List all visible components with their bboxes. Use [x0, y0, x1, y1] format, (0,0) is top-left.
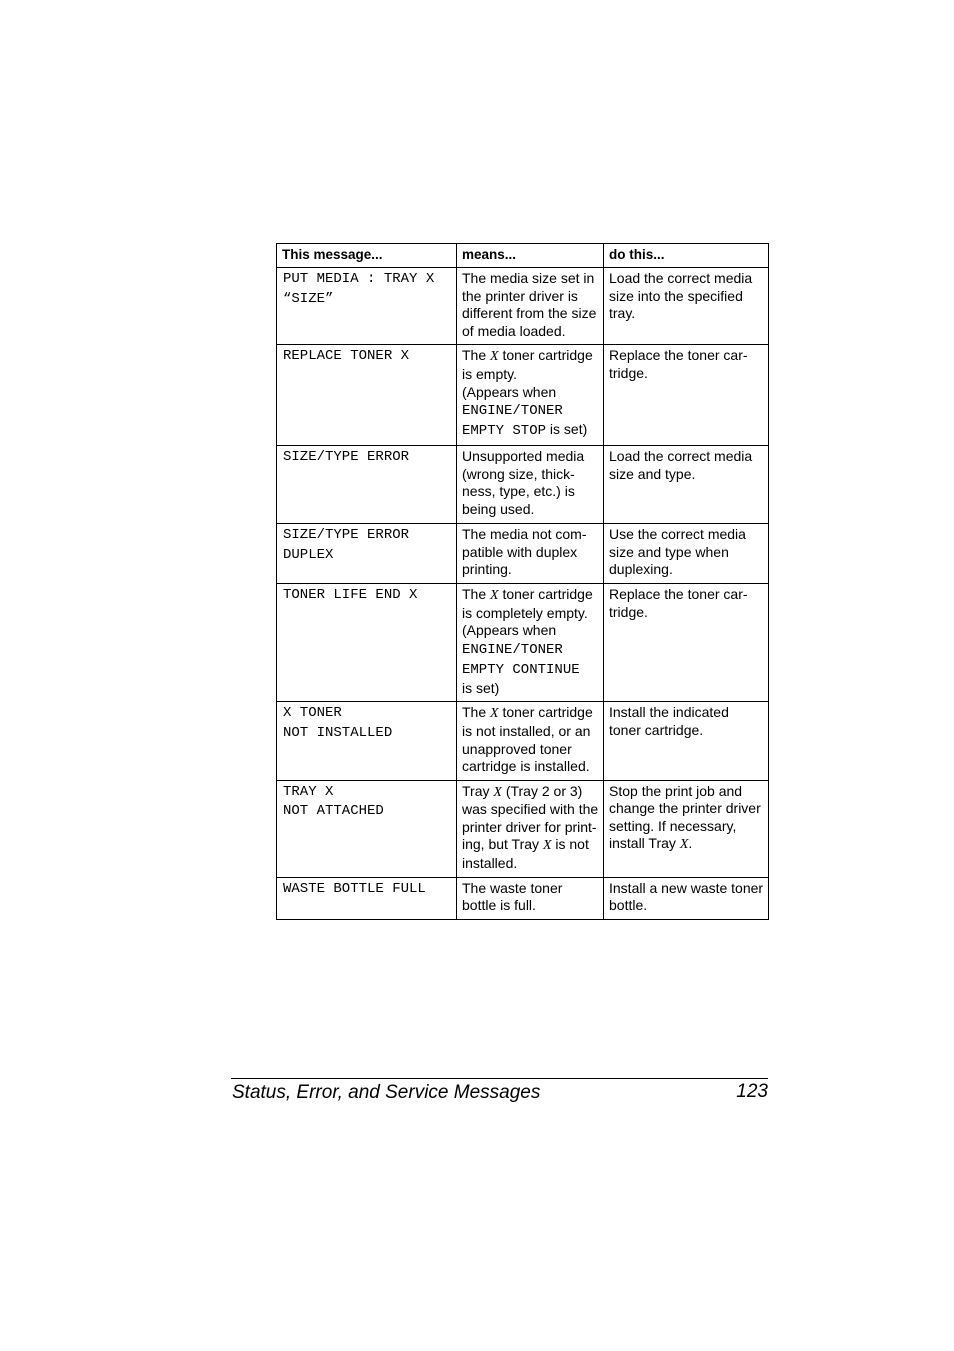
setting-name: ENGINE/TONER EMPTY CONTINUE — [462, 641, 580, 678]
footer-section-title: Status, Error, and Service Messages — [232, 1082, 541, 1103]
variable-text: X — [542, 838, 552, 854]
text-run: (Appears when — [462, 622, 557, 639]
text-run: The — [462, 704, 491, 721]
message-cell: PUT MEDIA : TRAY X “SIZE” — [277, 268, 457, 345]
text-run: Tray — [462, 782, 494, 799]
table-header-row — [277, 244, 769, 268]
variable-text: X — [490, 706, 499, 722]
table-row — [277, 524, 769, 584]
do-this-cell: Use the correct media size and type when duplexing. — [604, 524, 769, 584]
message-cell: SIZE/TYPE ERROR — [277, 446, 457, 524]
do-this-cell: Load the correct media size into the specified tray. — [604, 268, 769, 345]
do-this-cell: Install the indicated toner cartridge. — [604, 702, 769, 780]
table-row — [277, 446, 769, 524]
do-this-cell: Replace the toner car-tridge. — [604, 345, 769, 446]
header-means: means... — [457, 244, 604, 268]
variable-text: X — [493, 784, 502, 800]
text-run: (Appears when — [462, 383, 557, 400]
table-row — [277, 702, 769, 780]
message-cell: TRAY X NOT ATTACHED — [277, 780, 457, 877]
means-cell: The media not com-patible with duplex printing. — [457, 524, 604, 584]
text-run: toner cartridge is completely empty. — [462, 585, 593, 621]
table-row — [277, 583, 769, 701]
means-cell: The media size set in the printer driver is different from the size of media loaded. — [457, 268, 604, 345]
do-this-cell: Replace the toner car-tridge. — [604, 583, 769, 701]
do-this-cell: Load the correct media size and type. — [604, 446, 769, 524]
setting-name: ENGINE/TONER EMPTY STOP — [462, 403, 563, 440]
text-run: is set) — [462, 679, 500, 696]
do-this-cell: Install a new waste toner bottle. — [604, 877, 769, 919]
text-run: toner cartridge is empty. — [462, 347, 593, 382]
text-run: is set) — [546, 421, 588, 438]
message-cell: REPLACE TONER X — [277, 345, 457, 446]
means-cell: The waste toner bottle is full. — [457, 877, 604, 919]
text-run: . — [688, 835, 693, 852]
variable-text: X — [679, 837, 689, 853]
header-message: This message... — [277, 244, 457, 268]
do-this-cell — [604, 780, 769, 877]
text-run: is not installed. — [462, 836, 589, 872]
message-cell: WASTE BOTTLE FULL — [277, 877, 457, 919]
text-run: The — [462, 347, 491, 364]
means-cell — [457, 345, 604, 446]
message-table — [276, 243, 769, 920]
footer-rule — [231, 1078, 768, 1079]
message-cell: X TONER NOT INSTALLED — [277, 702, 457, 780]
table-row — [277, 268, 769, 345]
variable-text: X — [490, 349, 499, 365]
means-cell — [457, 702, 604, 780]
means-cell: Unsupported media (wrong size, thick-ness, type, etc.) is being used. — [457, 446, 604, 524]
text-run: (Tray 2 or 3) was specified with the printer driver for print-ing, but Tray — [462, 782, 599, 853]
means-cell — [457, 780, 604, 877]
table-row — [277, 877, 769, 919]
message-cell: SIZE/TYPE ERROR DUPLEX — [277, 524, 457, 584]
header-do-this: do this... — [604, 244, 769, 268]
text-run: The — [462, 585, 491, 602]
means-cell — [457, 583, 604, 701]
text-run: Stop the print job and change the printer driver setting. If necessary, install Tray — [609, 782, 761, 852]
table-row — [277, 345, 769, 446]
message-cell: TONER LIFE END X — [277, 583, 457, 701]
table-row — [277, 780, 769, 877]
text-run: toner cartridge is not installed, or an unapproved toner cartridge is installed. — [462, 704, 593, 775]
page-number: 123 — [736, 1081, 768, 1102]
variable-text: X — [490, 587, 499, 603]
